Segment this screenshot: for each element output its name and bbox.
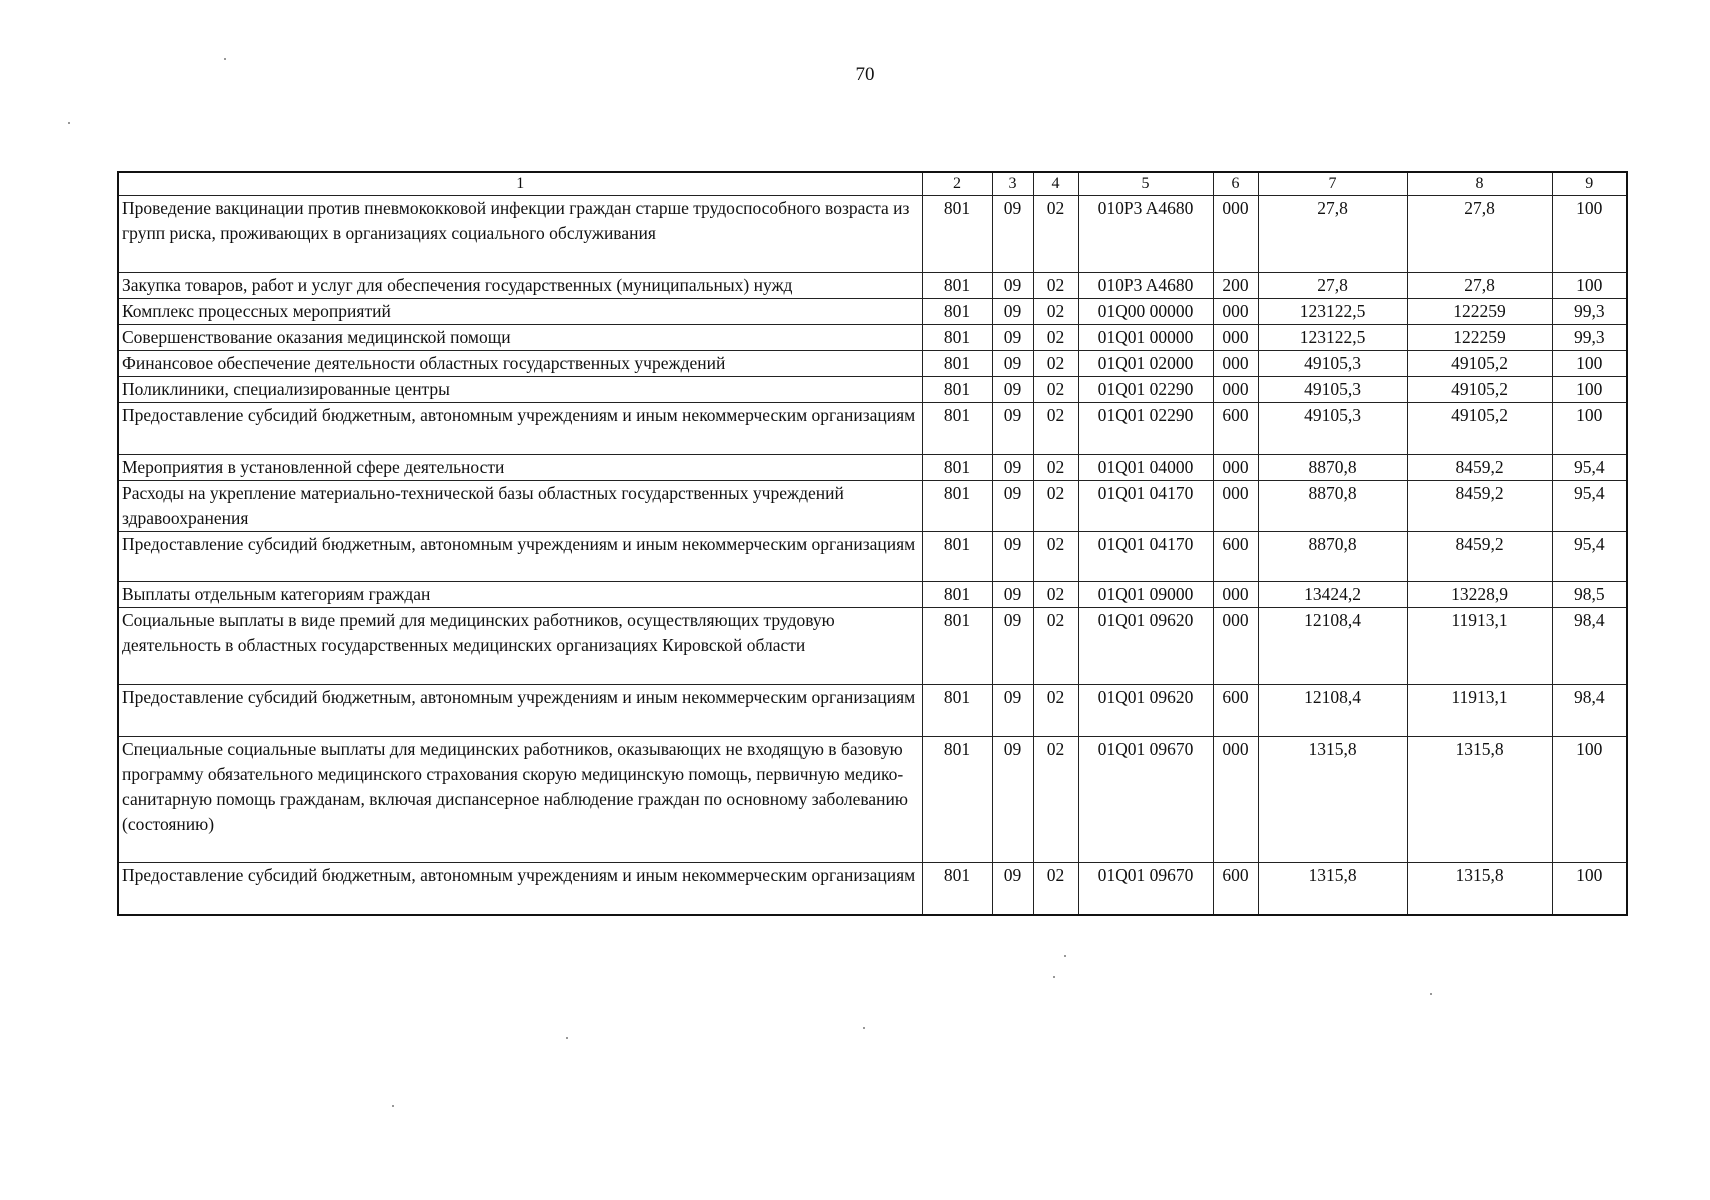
section-code-cell: 09: [992, 608, 1033, 685]
section-code-cell: 09: [992, 196, 1033, 273]
planned-amount-cell: 123122,5: [1258, 325, 1407, 351]
table-row: [118, 273, 1627, 299]
target-article-cell: 01Q01 09620: [1078, 608, 1213, 685]
planned-amount-cell: 12108,4: [1258, 685, 1407, 737]
table-row: [118, 299, 1627, 325]
section-code-cell: 09: [992, 377, 1033, 403]
table-row: [118, 582, 1627, 608]
target-article-cell: 01Q01 04170: [1078, 481, 1213, 532]
executed-amount-cell: 8459,2: [1407, 481, 1552, 532]
planned-amount-cell: 8870,8: [1258, 455, 1407, 481]
expense-type-cell: 000: [1213, 481, 1258, 532]
planned-amount-cell: 13424,2: [1258, 582, 1407, 608]
scan-speck: [224, 58, 226, 60]
planned-amount-cell: 8870,8: [1258, 532, 1407, 582]
row-name-cell: Предоставление субсидий бюджетным, автономным учреждениям и иным некоммерческим организациям: [118, 685, 922, 737]
subsection-code-cell: 02: [1033, 532, 1078, 582]
executed-amount-cell: 13228,9: [1407, 582, 1552, 608]
target-article-cell: 01Q01 09670: [1078, 863, 1213, 915]
header-cell: 2: [922, 172, 992, 196]
execution-percent-cell: 95,4: [1552, 532, 1627, 582]
chapter-code-cell: 801: [922, 299, 992, 325]
table-row: [118, 737, 1627, 863]
subsection-code-cell: 02: [1033, 351, 1078, 377]
target-article-cell: 01Q01 02290: [1078, 403, 1213, 455]
execution-percent-cell: 100: [1552, 196, 1627, 273]
expense-type-cell: 000: [1213, 196, 1258, 273]
section-code-cell: 09: [992, 532, 1033, 582]
expense-type-cell: 600: [1213, 403, 1258, 455]
table-row: [118, 377, 1627, 403]
target-article-cell: 01Q01 09000: [1078, 582, 1213, 608]
section-code-cell: 09: [992, 685, 1033, 737]
scan-speck: [1430, 993, 1432, 995]
row-name-cell: Расходы на укрепление материально-технической базы областных государственных учреждений здравоохранения: [118, 481, 922, 532]
target-article-cell: 010P3 A4680: [1078, 273, 1213, 299]
subsection-code-cell: 02: [1033, 273, 1078, 299]
chapter-code-cell: 801: [922, 481, 992, 532]
table-body: [118, 196, 1627, 915]
row-name-cell: Выплаты отдельным категориям граждан: [118, 582, 922, 608]
execution-percent-cell: 100: [1552, 351, 1627, 377]
table-row: [118, 455, 1627, 481]
budget-table: [117, 171, 1628, 916]
page-number: 70: [855, 64, 875, 85]
expense-type-cell: 600: [1213, 685, 1258, 737]
row-name-cell: Закупка товаров, работ и услуг для обеспечения государственных (муниципальных) нужд: [118, 273, 922, 299]
target-article-cell: 01Q00 00000: [1078, 299, 1213, 325]
expense-type-cell: 000: [1213, 582, 1258, 608]
target-article-cell: 01Q01 00000: [1078, 325, 1213, 351]
header-cell: 8: [1407, 172, 1552, 196]
header-cell: 9: [1552, 172, 1627, 196]
chapter-code-cell: 801: [922, 273, 992, 299]
header-cell: 1: [118, 172, 922, 196]
subsection-code-cell: 02: [1033, 737, 1078, 863]
header-cell: 7: [1258, 172, 1407, 196]
section-code-cell: 09: [992, 737, 1033, 863]
planned-amount-cell: 12108,4: [1258, 608, 1407, 685]
expense-type-cell: 200: [1213, 273, 1258, 299]
subsection-code-cell: 02: [1033, 455, 1078, 481]
table-header-row: [118, 172, 1627, 196]
planned-amount-cell: 49105,3: [1258, 377, 1407, 403]
section-code-cell: 09: [992, 351, 1033, 377]
header-cell: 3: [992, 172, 1033, 196]
target-article-cell: 01Q01 04170: [1078, 532, 1213, 582]
expense-type-cell: 000: [1213, 325, 1258, 351]
expense-type-cell: 000: [1213, 455, 1258, 481]
executed-amount-cell: 122259: [1407, 299, 1552, 325]
scan-speck: [1064, 955, 1066, 957]
execution-percent-cell: 100: [1552, 863, 1627, 915]
row-name-cell: Финансовое обеспечение деятельности областных государственных учреждений: [118, 351, 922, 377]
table-row: [118, 196, 1627, 273]
executed-amount-cell: 11913,1: [1407, 608, 1552, 685]
table-row: [118, 863, 1627, 915]
expense-type-cell: 000: [1213, 299, 1258, 325]
executed-amount-cell: 27,8: [1407, 273, 1552, 299]
subsection-code-cell: 02: [1033, 299, 1078, 325]
planned-amount-cell: 1315,8: [1258, 863, 1407, 915]
executed-amount-cell: 49105,2: [1407, 403, 1552, 455]
planned-amount-cell: 27,8: [1258, 273, 1407, 299]
execution-percent-cell: 100: [1552, 737, 1627, 863]
executed-amount-cell: 27,8: [1407, 196, 1552, 273]
scan-speck: [392, 1105, 394, 1107]
executed-amount-cell: 49105,2: [1407, 351, 1552, 377]
planned-amount-cell: 1315,8: [1258, 737, 1407, 863]
execution-percent-cell: 99,3: [1552, 299, 1627, 325]
planned-amount-cell: 49105,3: [1258, 403, 1407, 455]
execution-percent-cell: 99,3: [1552, 325, 1627, 351]
execution-percent-cell: 95,4: [1552, 481, 1627, 532]
subsection-code-cell: 02: [1033, 685, 1078, 737]
target-article-cell: 01Q01 04000: [1078, 455, 1213, 481]
row-name-cell: Совершенствование оказания медицинской помощи: [118, 325, 922, 351]
row-name-cell: Предоставление субсидий бюджетным, автономным учреждениям и иным некоммерческим организациям: [118, 532, 922, 582]
execution-percent-cell: 98,5: [1552, 582, 1627, 608]
target-article-cell: 01Q01 02000: [1078, 351, 1213, 377]
table-row: [118, 608, 1627, 685]
section-code-cell: 09: [992, 481, 1033, 532]
section-code-cell: 09: [992, 325, 1033, 351]
executed-amount-cell: 122259: [1407, 325, 1552, 351]
expense-type-cell: 600: [1213, 863, 1258, 915]
row-name-cell: Предоставление субсидий бюджетным, автономным учреждениям и иным некоммерческим организациям: [118, 403, 922, 455]
execution-percent-cell: 100: [1552, 403, 1627, 455]
target-article-cell: 01Q01 02290: [1078, 377, 1213, 403]
subsection-code-cell: 02: [1033, 582, 1078, 608]
section-code-cell: 09: [992, 299, 1033, 325]
expense-type-cell: 000: [1213, 608, 1258, 685]
chapter-code-cell: 801: [922, 737, 992, 863]
execution-percent-cell: 98,4: [1552, 608, 1627, 685]
chapter-code-cell: 801: [922, 196, 992, 273]
planned-amount-cell: 123122,5: [1258, 299, 1407, 325]
chapter-code-cell: 801: [922, 863, 992, 915]
section-code-cell: 09: [992, 582, 1033, 608]
row-name-cell: Комплекс процессных мероприятий: [118, 299, 922, 325]
chapter-code-cell: 801: [922, 455, 992, 481]
row-name-cell: Проведение вакцинации против пневмококковой инфекции граждан старше трудоспособного возраста из групп риска, проживающих в организациях социального обслуживания: [118, 196, 922, 273]
subsection-code-cell: 02: [1033, 196, 1078, 273]
scan-speck: [1053, 976, 1055, 978]
target-article-cell: 01Q01 09670: [1078, 737, 1213, 863]
subsection-code-cell: 02: [1033, 403, 1078, 455]
expense-type-cell: 000: [1213, 377, 1258, 403]
chapter-code-cell: 801: [922, 532, 992, 582]
section-code-cell: 09: [992, 403, 1033, 455]
executed-amount-cell: 8459,2: [1407, 532, 1552, 582]
scan-speck: [566, 1037, 568, 1039]
table-row: [118, 685, 1627, 737]
row-name-cell: Поликлиники, специализированные центры: [118, 377, 922, 403]
scan-speck: [863, 1027, 865, 1029]
header-cell: 6: [1213, 172, 1258, 196]
chapter-code-cell: 801: [922, 325, 992, 351]
table-row: [118, 481, 1627, 532]
subsection-code-cell: 02: [1033, 608, 1078, 685]
executed-amount-cell: 11913,1: [1407, 685, 1552, 737]
subsection-code-cell: 02: [1033, 863, 1078, 915]
section-code-cell: 09: [992, 863, 1033, 915]
execution-percent-cell: 100: [1552, 377, 1627, 403]
executed-amount-cell: 49105,2: [1407, 377, 1552, 403]
subsection-code-cell: 02: [1033, 377, 1078, 403]
expense-type-cell: 000: [1213, 351, 1258, 377]
executed-amount-cell: 1315,8: [1407, 737, 1552, 863]
row-name-cell: Предоставление субсидий бюджетным, автономным учреждениям и иным некоммерческим организациям: [118, 863, 922, 915]
header-cell: 4: [1033, 172, 1078, 196]
executed-amount-cell: 8459,2: [1407, 455, 1552, 481]
chapter-code-cell: 801: [922, 403, 992, 455]
row-name-cell: Специальные социальные выплаты для медицинских работников, оказывающих не входящую в базовую программу обязательного медицинского страхования скорую медицинскую помощь, первичную медико-санитарную помощь гражданам, включая диспансерное наблюдение граждан по основному заболеванию (состоянию): [118, 737, 922, 863]
execution-percent-cell: 98,4: [1552, 685, 1627, 737]
executed-amount-cell: 1315,8: [1407, 863, 1552, 915]
scan-speck: [68, 122, 70, 124]
table-row: [118, 351, 1627, 377]
target-article-cell: 010P3 A4680: [1078, 196, 1213, 273]
planned-amount-cell: 8870,8: [1258, 481, 1407, 532]
row-name-cell: Мероприятия в установленной сфере деятельности: [118, 455, 922, 481]
section-code-cell: 09: [992, 455, 1033, 481]
execution-percent-cell: 100: [1552, 273, 1627, 299]
planned-amount-cell: 27,8: [1258, 196, 1407, 273]
table-row: [118, 532, 1627, 582]
chapter-code-cell: 801: [922, 685, 992, 737]
subsection-code-cell: 02: [1033, 481, 1078, 532]
header-cell: 5: [1078, 172, 1213, 196]
expense-type-cell: 600: [1213, 532, 1258, 582]
table-row: [118, 325, 1627, 351]
chapter-code-cell: 801: [922, 608, 992, 685]
table-row: [118, 403, 1627, 455]
row-name-cell: Социальные выплаты в виде премий для медицинских работников, осуществляющих трудовую деятельность в областных государственных медицинских организациях Кировской области: [118, 608, 922, 685]
planned-amount-cell: 49105,3: [1258, 351, 1407, 377]
section-code-cell: 09: [992, 273, 1033, 299]
chapter-code-cell: 801: [922, 351, 992, 377]
chapter-code-cell: 801: [922, 582, 992, 608]
execution-percent-cell: 95,4: [1552, 455, 1627, 481]
chapter-code-cell: 801: [922, 377, 992, 403]
subsection-code-cell: 02: [1033, 325, 1078, 351]
expense-type-cell: 000: [1213, 737, 1258, 863]
target-article-cell: 01Q01 09620: [1078, 685, 1213, 737]
